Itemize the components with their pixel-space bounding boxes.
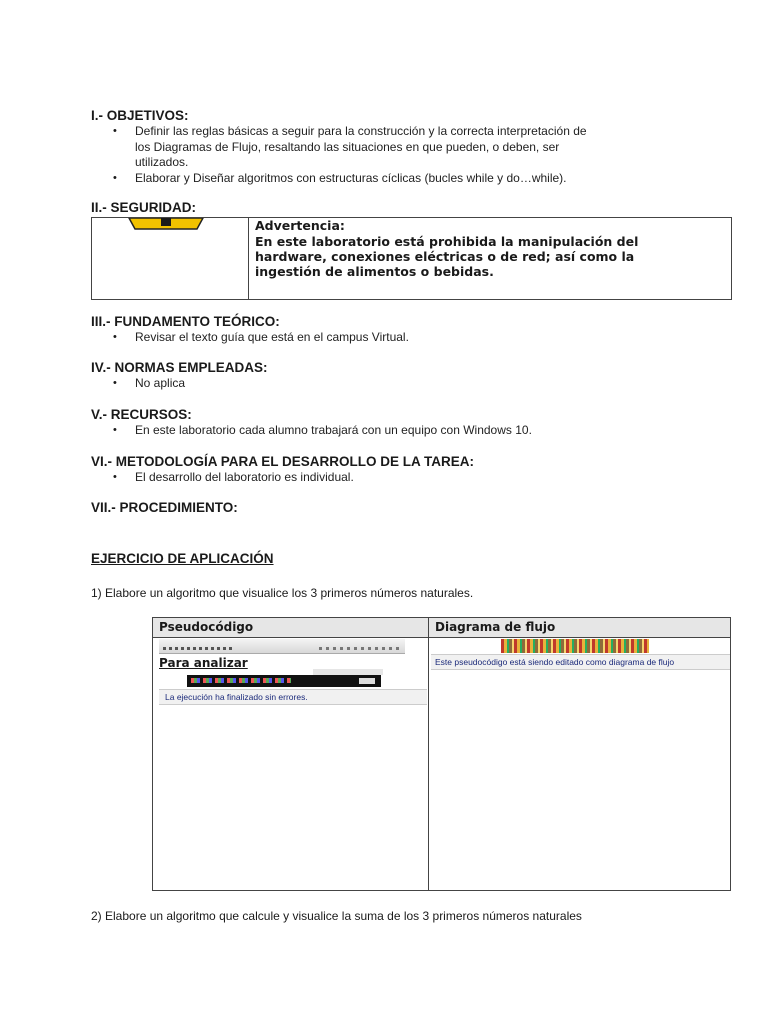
warning-line-2: hardware, conexiones eléctricas o de red; así como la [255,249,635,264]
bullet-marker: • [113,424,117,436]
status-text-left: La ejecución ha finalizado sin errores. [165,692,308,702]
toolbar-icons [163,647,233,650]
flowchart-toolbar-screenshot [501,639,649,653]
fundamento-bullet: Revisar el texto guía que está en el campus Virtual. [135,330,409,344]
bullet-marker: • [113,331,117,343]
bullet-marker: • [113,125,117,137]
section-fundamento-title: III.- FUNDAMENTO TEÓRICO: [91,314,280,329]
bullet-marker: • [113,471,117,483]
editor-toolbar-screenshot [159,639,405,654]
para-analizar-label: Para analizar [159,656,248,670]
table-header-pseudocodigo: Pseudocódigo [159,620,254,634]
table-header-diagrama: Diagrama de flujo [435,620,556,634]
objetivos-bullet-1-line-3: utilizados. [135,155,189,169]
status-bar-left [159,689,427,705]
objetivos-bullet-2: Elaborar y Diseñar algoritmos con estructuras cíclicas (bucles while y do…while). [135,171,567,185]
warning-sign-icon [127,218,205,230]
bullet-marker: • [113,172,117,184]
section-normas-title: IV.- NORMAS EMPLEADAS: [91,360,268,375]
warning-box-divider [248,218,249,299]
objetivos-bullet-1-line-2: los Diagramas de Flujo, resaltando las situaciones en que pueden, o deben, ser [135,140,560,154]
metodologia-bullet: El desarrollo del laboratorio es individual. [135,470,354,484]
console-bar-screenshot [187,675,381,687]
section-procedimiento-title: VII.- PROCEDIMIENTO: [91,500,238,515]
bullet-marker: • [113,377,117,389]
section-metodologia-title: VI.- METODOLOGÍA PARA EL DESARROLLO DE LA TAREA: [91,454,475,469]
section-objetivos-title: I.- OBJETIVOS: [91,108,189,123]
status-bar-right [431,654,730,670]
warning-line-3: ingestión de alimentos o bebidas. [255,264,494,279]
question-2: 2) Elabore un algoritmo que calcule y visualice la suma de los 3 primeros números naturales [91,909,582,923]
warning-title: Advertencia: [255,218,345,233]
section-seguridad-title: II.- SEGURIDAD: [91,200,197,215]
exercise-table [152,617,731,891]
objetivos-bullet-1-line-1: Definir las reglas básicas a seguir para la construcción y la correcta interpretación de [135,124,587,138]
console-icons [191,678,291,683]
warning-box [91,217,732,300]
toolbar-icons-right [319,647,399,650]
warning-line-1: En este laboratorio está prohibida la manipulación del [255,234,639,249]
normas-bullet: No aplica [135,376,186,390]
table-column-divider [428,618,429,890]
console-button [359,678,375,684]
question-1: 1) Elabore un algoritmo que visualice los 3 primeros números naturales. [91,586,474,600]
section-recursos-title: V.- RECURSOS: [91,407,192,422]
recursos-bullet: En este laboratorio cada alumno trabajará con un equipo con Windows 10. [135,423,532,437]
ejercicio-title: EJERCICIO DE APLICACIÓN [91,551,274,566]
status-text-right: Este pseudocódigo está siendo editado como diagrama de flujo [435,657,675,667]
